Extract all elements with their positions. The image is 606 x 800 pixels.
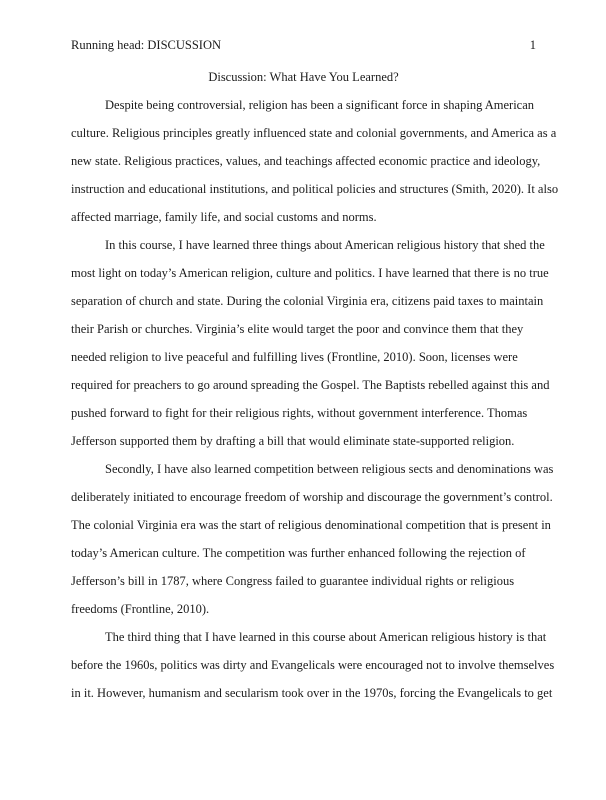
text-line: freedoms (Frontline, 2010). (71, 602, 210, 616)
text-line: instruction and educational institutions, and political policies and structures (Smith, 2020). It also (71, 182, 559, 196)
text-line: new state. Religious practices, values, and teachings affected economic practice and ideology, (71, 154, 541, 168)
text-line: The third thing that I have learned in this course about American religious history is that (105, 630, 547, 644)
text-line: Jefferson’s bill in 1787, where Congress failed to guarantee individual rights or religious (71, 574, 515, 588)
text-line: in it. However, humanism and secularism took over in the 1970s, forcing the Evangelicals to get (71, 686, 553, 700)
text-line: before the 1960s, politics was dirty and Evangelicals were encouraged not to involve themselves (71, 658, 555, 672)
text-line: Secondly, I have also learned competition between religious sects and denominations was (105, 462, 554, 476)
text-line: Jefferson supported them by drafting a bill that would eliminate state-supported religion. (71, 434, 515, 448)
text-line: today’s American culture. The competition was further enhanced following the rejection of (71, 546, 526, 560)
document-title: Discussion: What Have You Learned? (208, 70, 399, 84)
text-line: separation of church and state. During the colonial Virginia era, citizens paid taxes to maintain (71, 294, 544, 308)
page-number: 1 (529, 38, 536, 52)
text-line: pushed forward to fight for their religious rights, without government interference. Thomas (71, 406, 528, 420)
text-line: affected marriage, family life, and social customs and norms. (71, 210, 377, 224)
text-line: In this course, I have learned three things about American religious history that shed the (105, 238, 545, 252)
text-line: Despite being controversial, religion has been a significant force in shaping American (105, 98, 535, 112)
text-line: their Parish or churches. Virginia’s elite would target the poor and convince them that they (71, 322, 524, 336)
page-header (71, 37, 536, 53)
document-body (71, 63, 559, 707)
running-head: Running head: DISCUSSION (71, 38, 222, 52)
text-line: deliberately initiated to encourage freedom of worship and discourage the government’s control. (71, 490, 553, 504)
text-line: required for preachers to go around spreading the Gospel. The Baptists rebelled against this and (71, 378, 550, 392)
text-line: culture. Religious principles greatly influenced state and colonial governments, and America as a (71, 126, 557, 140)
text-line: most light on today’s American religion, culture and politics. I have learned that there is no true (71, 266, 549, 280)
text-line: needed religion to live peaceful and fulfilling lives (Frontline, 2010). Soon, licenses were (71, 350, 518, 364)
text-line: The colonial Virginia era was the start of religious denominational competition that is present in (71, 518, 551, 532)
